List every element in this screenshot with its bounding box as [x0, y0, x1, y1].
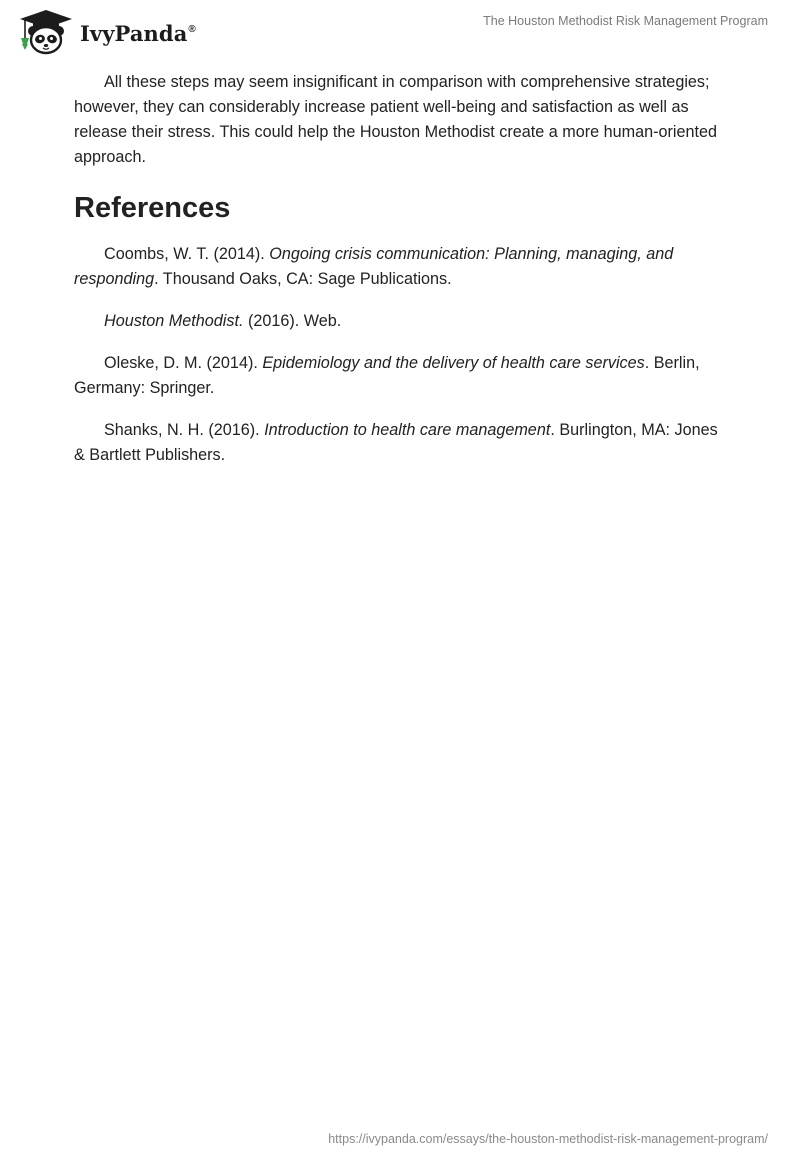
reference-title: Ongoing crisis communication: Planning, managing, and responding — [74, 245, 674, 288]
registered-mark: ® — [188, 23, 196, 35]
page-header — [0, 0, 800, 64]
body-paragraph: All these steps may seem insignificant in comparison with comprehensive strategies; however, they can considerably increase patient well-being and satisfaction as well as release their stress. This could help the Houston Methodist create a more human-oriented approach. — [74, 73, 718, 166]
reference-item: Houston Methodist. (2016). Web. — [104, 312, 342, 330]
reference-item: Oleske, D. M. (2014). Epidemiology and the delivery of health care services. Berlin, Germany: Springer. — [74, 354, 700, 397]
references-heading: References — [74, 192, 231, 224]
document-body — [74, 70, 726, 485]
reference-title: Introduction to health care management — [264, 421, 551, 439]
reference-title: Epidemiology and the delivery of health care services — [262, 354, 645, 372]
source-url-link[interactable]: https://ivypanda.com/essays/the-houston-methodist-risk-management-program/ — [328, 1132, 768, 1146]
reference-item: Coombs, W. T. (2014). Ongoing crisis communication: Planning, managing, and responding. Thousand Oaks, CA: Sage Publications. — [74, 245, 674, 288]
panda-graduate-icon — [16, 8, 76, 56]
reference-item: Shanks, N. H. (2016). Introduction to health care management. Burlington, MA: Jones & Bartlett Publishers. — [74, 421, 718, 464]
document-title: The Houston Methodist Risk Management Program — [483, 14, 768, 28]
reference-title: Houston Methodist. — [104, 312, 244, 330]
brand-logo[interactable] — [16, 8, 196, 56]
brand-name: IvyPanda® — [80, 20, 196, 46]
